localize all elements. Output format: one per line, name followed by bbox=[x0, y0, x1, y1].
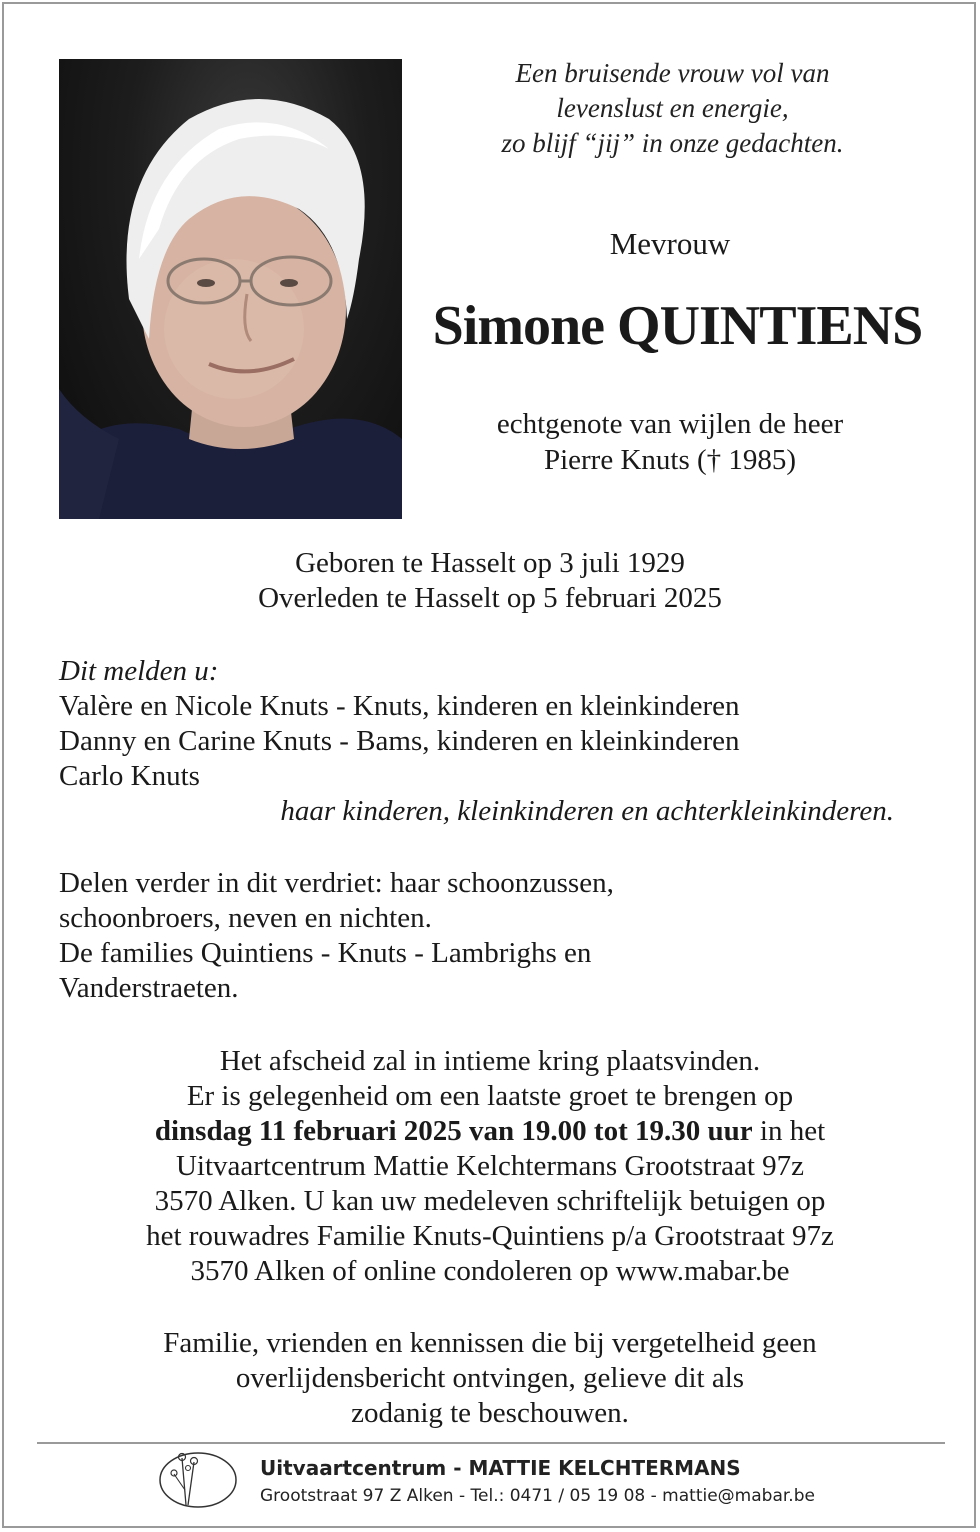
notice bbox=[0, 1326, 980, 1431]
quote-line: zo blijf “jij” in onze gedachten. bbox=[501, 128, 844, 158]
footer-divider bbox=[37, 1442, 945, 1444]
funeral-home-name: Uitvaartcentrum - MATTIE KELCHTERMANS bbox=[260, 1456, 741, 1480]
grief-line: De families Quintiens - Knuts - Lambrighs en bbox=[59, 937, 592, 969]
announcers-intro: Dit melden u: bbox=[59, 655, 219, 687]
death-date: Overleden te Hasselt op 5 februari 2025 bbox=[258, 582, 722, 614]
farewell-line: het rouwadres Familie Knuts-Quintiens p/a Grootstraat 97z bbox=[146, 1220, 834, 1252]
farewell-line: 3570 Alken of online condoleren op www.mabar.be bbox=[190, 1255, 790, 1287]
spouse-line: Pierre Knuts († 1985) bbox=[543, 444, 797, 476]
farewell-line: Er is gelegenheid om een laatste groet te brengen op bbox=[186, 1080, 794, 1112]
grief-shared bbox=[59, 866, 939, 1006]
spouse-line: echtgenote van wijlen de heer bbox=[496, 408, 844, 440]
grief-line: Delen verder in dit verdriet: haar schoonzussen, bbox=[59, 867, 614, 899]
farewell-line: 3570 Alken. U kan uw medeleven schriftelijk betuigen op bbox=[154, 1185, 826, 1217]
portrait-photo bbox=[59, 59, 402, 519]
notice-line: Familie, vrienden en kennissen die bij vergetelheid geen bbox=[163, 1327, 817, 1359]
notice-line: overlijdensbericht ontvingen, gelieve dit als bbox=[235, 1362, 745, 1394]
life-dates bbox=[0, 546, 980, 616]
grief-line: Vanderstraeten. bbox=[59, 972, 239, 1004]
farewell-line-datetime bbox=[0, 1114, 980, 1149]
announcers-relation: haar kinderen, kleinkinderen en achterkleinkinderen. bbox=[280, 795, 894, 827]
flower-icon bbox=[158, 1450, 238, 1510]
announcers bbox=[59, 654, 939, 829]
quote-line: levenslust en energie, bbox=[556, 93, 789, 123]
grief-line: schoonbroers, neven en nichten. bbox=[59, 902, 432, 934]
spouse-info bbox=[420, 406, 920, 478]
announcer-line: Valère en Nicole Knuts - Knuts, kinderen en kleinkinderen bbox=[59, 690, 740, 722]
announcer-line: Carlo Knuts bbox=[59, 760, 200, 792]
visitation-datetime: dinsdag 11 februari 2025 van 19.00 tot 19.30 uur bbox=[154, 1115, 753, 1147]
quote-line: Een bruisende vrouw vol van bbox=[515, 58, 830, 88]
funeral-home-contact: Grootstraat 97 Z Alken - Tel.: 0471 / 05 19 08 - mattie@mabar.be bbox=[260, 1486, 815, 1506]
deceased-name: Simone QUINTIENS bbox=[432, 295, 923, 357]
announcer-line: Danny en Carine Knuts - Bams, kinderen en kleinkinderen bbox=[59, 725, 740, 757]
farewell-line: Het afscheid zal in intieme kring plaatsvinden. bbox=[219, 1045, 761, 1077]
salutation: Mevrouw bbox=[609, 226, 731, 261]
birth-date: Geboren te Hasselt op 3 juli 1929 bbox=[295, 547, 685, 579]
notice-line: zodanig te beschouwen. bbox=[351, 1397, 629, 1429]
farewell-info bbox=[0, 1044, 980, 1289]
memorial-quote bbox=[440, 56, 905, 161]
farewell-line-rest: in het bbox=[752, 1115, 826, 1147]
farewell-line: Uitvaartcentrum Mattie Kelchtermans Grootstraat 97z bbox=[175, 1150, 805, 1182]
